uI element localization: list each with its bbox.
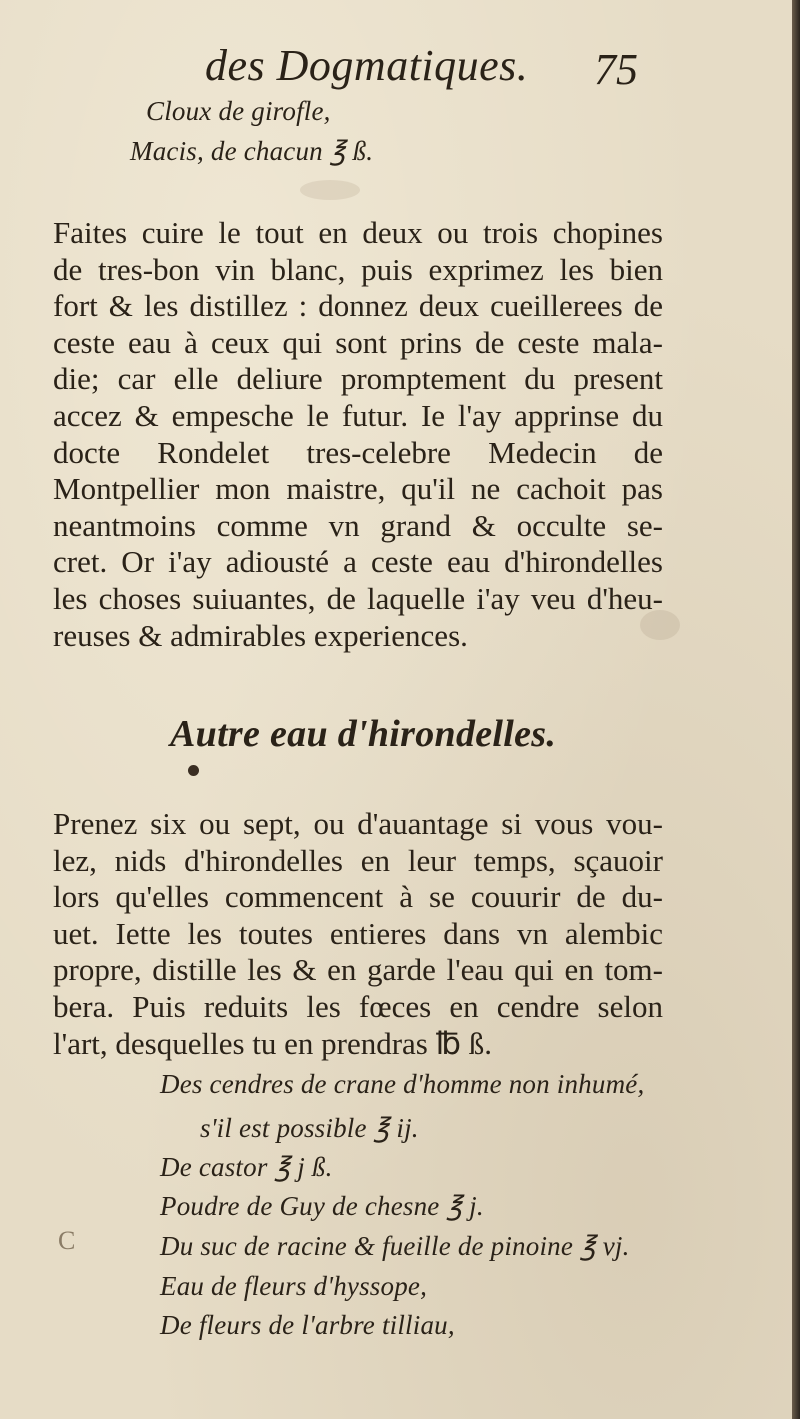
running-title: des Dogmatiques. — [205, 41, 529, 90]
page-number: 75 — [594, 45, 638, 94]
text-line: neantmoins comme vn grand & occulte se- — [53, 507, 663, 543]
recipe-ingredient: Des cendres de crane d'homme non inhumé, — [160, 1069, 645, 1099]
text-line: docte Rondelet tres-celebre Medecin de — [53, 434, 663, 470]
text-line: reuses & admirables experiences. — [53, 617, 468, 653]
recipe-ingredient: Poudre de Guy de chesne ℥ j. — [160, 1191, 484, 1221]
text-line: cret. Or i'ay adiousté a ceste eau d'hirondelles — [53, 544, 663, 580]
recipe-ingredient: Du suc de racine & fueille de pinoine ℥ vj. — [160, 1231, 630, 1261]
recipe-ingredient: Cloux de girofle, — [146, 96, 331, 126]
ornament-dot-icon — [188, 765, 199, 776]
page-edge — [792, 0, 800, 1419]
text-line: bera. Puis reduits les fœces en cendre selon — [53, 988, 663, 1024]
text-line: lors qu'elles commencent à se couurir de du- — [53, 879, 663, 915]
recipe-ingredient: Eau de fleurs d'hyssope, — [160, 1271, 428, 1301]
recipe-ingredient: Macis, de chacun ℥ ß. — [130, 136, 374, 166]
text-line: ceste eau à ceux qui sont prins de ceste mala- — [53, 324, 663, 360]
body-paragraph-2 — [53, 806, 663, 1062]
text-line: lez, nids d'hirondelles en leur temps, sçauoir — [53, 842, 663, 878]
text-line: Faites cuire le tout en deux ou trois chopines — [53, 215, 663, 250]
text-line: l'art, desquelles tu en prendras ℔ ß. — [53, 1025, 492, 1061]
paper-stain — [300, 180, 360, 200]
margin-mark: C — [58, 1226, 76, 1255]
text-line: de tres-bon vin blanc, puis exprimez les bien — [53, 251, 663, 287]
recipe-ingredient: De castor ℥ j ß. — [160, 1152, 333, 1182]
text-line: fort & les distillez : donnez deux cueillerees de — [53, 288, 663, 324]
text-line: accez & empesche le futur. Ie l'ay apprinse du — [53, 397, 663, 433]
text-line: propre, distille les & en garde l'eau qui en tom- — [53, 952, 663, 988]
text-line: Montpellier mon maistre, qu'il ne cachoit pas — [53, 471, 663, 507]
recipe-ingredient: De fleurs de l'arbre tilliau, — [160, 1310, 455, 1340]
recipe-ingredient: s'il est possible ℥ ij. — [200, 1113, 419, 1143]
text-line: les choses suiuantes, de laquelle i'ay veu d'heu- — [53, 580, 663, 616]
text-line: uet. Iette les toutes entieres dans vn alembic — [53, 915, 663, 951]
section-heading: Autre eau d'hirondelles. — [170, 713, 557, 755]
body-paragraph-1 — [53, 215, 663, 654]
text-line: Prenez six ou sept, ou d'auantage si vous vou- — [53, 806, 663, 841]
text-line: die; car elle deliure promptement du present — [53, 361, 663, 397]
